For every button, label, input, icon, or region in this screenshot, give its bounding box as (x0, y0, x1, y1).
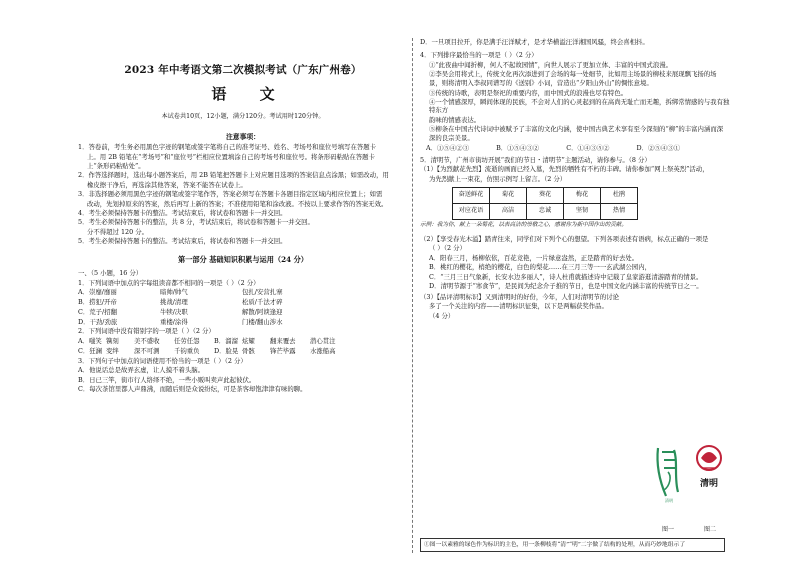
q5-sub3c: （4 分） (429, 311, 455, 320)
note-line: 改动，先划掉原来的答案，然后再写上新的答案；不准使用铅笔和涂改液。不按以上要求作答的答案无效。 (87, 199, 388, 208)
q2-word: 镌刻 (106, 336, 119, 345)
q5-sub2-option: D．清明节源于“寒食节”，是民间为纪念介子推的节日，也是中国文化内涵丰富的传统节日之一。 (429, 281, 703, 290)
q1-option: A．崇靡/靡丽 (78, 288, 117, 297)
right-column (420, 38, 730, 533)
q4-sentence: ⑤柳条在中国古代诗词中被赋予了丰富的文化内涵，使中国古典艺术享有至今深刻的“柳”的丰富内涵而深 (429, 125, 724, 133)
table-row (453, 187, 638, 203)
q1-option: 解散/阿谀逢迎 (242, 307, 283, 316)
table-cell: 忠诚 (527, 203, 564, 219)
q3-option: A．他说话总是故弄玄虚，让人摸不着头脑。 (78, 366, 205, 375)
figure-1-caption: 图一 (662, 526, 675, 533)
table-cell: 奋送鲜花 (453, 187, 490, 203)
exam-title: 2023 年中考语文第二次模拟考试（广东广州卷） (124, 64, 362, 76)
answer-note-box: ①图一以素雅的绿色作为标识的主色，用一条柳枝将“清”“明”二字做了结构的处理，从而巧妙地组示了 (420, 538, 725, 552)
column-divider (412, 38, 413, 553)
table-cell: 高洁 (490, 203, 527, 219)
table-cell: 梅花 (564, 187, 601, 203)
svg-text:清明: 清明 (665, 498, 673, 503)
q2-word: 骨骸 (242, 346, 255, 355)
qingming-emblem-2 (692, 440, 726, 502)
q2-word: 变绊 (106, 346, 119, 355)
q1-option: 重楼/涂得 (160, 317, 188, 326)
q2-word: C．狂澜 (78, 346, 103, 355)
handwritten-example: 示例：我为你，献上一朵菊花，以表高洁的崇敬之心，感谢你为新中国作出的贡献。 (420, 221, 627, 228)
q2-word: 潜心贯注 (310, 336, 336, 345)
note-line: 分不得超过 120 分。 (87, 227, 148, 236)
note-line: 上。用 2B 铅笔在“考场号”和“座位号”栏相应位置填涂自己的考场号和座位号。将条形码粘贴在答题卡 (87, 152, 375, 161)
q4-option: B．①⑤④③② (496, 143, 540, 152)
q2-word: 翻来覆去 (270, 336, 296, 345)
q4-options (420, 144, 730, 152)
q1-option: 包扎/安营扎寨 (242, 288, 283, 297)
q4-sentence: 韵味的情感表达。 (429, 115, 481, 124)
emblem-figures (648, 440, 728, 540)
question-2-stem: 2．下列词语中没有错别字的一项是（ ）（2 分） (78, 327, 215, 336)
q1-option: D．干劲/劲旅 (78, 317, 118, 326)
question-1-stem: 1．下列词语中加点的字每组读音都不相同的一项是（ ）（2 分） (78, 278, 260, 287)
q1-option: 门楼/翻山涉水 (242, 317, 283, 326)
q2-word: 任劳任怨 (174, 336, 200, 345)
note-line: 1．答卷前，考生务必用黑色字迹的钢笔或签字笔将自己的准考证号、姓名、考场号和座位号填写在答题卡 (78, 143, 377, 152)
table-cell: 热情 (601, 203, 638, 219)
q2-option-row (78, 347, 408, 355)
exam-info: 本试卷共10页，12小题，满分120分。考试用时120分钟。 (161, 112, 325, 120)
q5-sub2: （2）【享受春光木溢】踏青往来，同学们对下列个心的想望。下列各项表述有语病，标点正确的一项是 (420, 235, 709, 244)
part-title: 第一部分 基础知识积累与运用（24 分） (177, 255, 308, 265)
q5-sub2-option: B．桃红的樱花，梢绝的樱花，白色的梨花……在三月三等一一玄武湖公园内， (429, 263, 651, 272)
q1-option: 牛犊/决职 (160, 307, 188, 316)
note-line: 5．考生必须保持答题卡的整洁。考试结束后，将试卷和答题卡一并交回。 (78, 237, 287, 245)
q4-option: C．①④③⑤② (566, 143, 610, 152)
svg-text:清明: 清明 (699, 479, 719, 489)
q5-sub1: （1）【为烈献花先烈】流逝的画面已经入墓，先烈的牺牲有不朽的丰碑。请你参加“网上祭英烈”活动， (420, 165, 709, 174)
left-column (78, 38, 408, 395)
willow-emblem-icon (652, 442, 686, 504)
note-line: 4．考生必须保持答题卡的整洁。考试结束后，将试卷和答题卡一并交回。 (78, 208, 287, 217)
question-5-stem: 5．清明节，广州市街坊开展“我们的节日・清明节”主题活动，请你参与。（8 分） (420, 155, 651, 164)
q2-option-row (78, 337, 408, 345)
q2-word: 深不可测 (134, 346, 160, 355)
q2-word: 美不盛收 (134, 336, 160, 345)
flower-table (452, 187, 638, 220)
swallow-emblem-icon (692, 440, 726, 502)
note-line: 上“条形码粘贴处”。 (87, 162, 145, 170)
table-cell: 杜鹃 (601, 187, 638, 203)
q1-option-row (78, 318, 408, 326)
q4-option: D．②⑤④③① (636, 143, 680, 152)
q5-sub3b: 多了一个关注的内容——清明标识征集，以下是两幅获奖作品。 (429, 302, 608, 311)
q4-sentence: 景，则将清明入李叔同谱写的《送别》小词，营造出“夕阳山外山”的惆怅意境。 (429, 79, 653, 88)
q5-sub2-option: A．阳春三月，杨柳依依，百花竞艳，一片绿意盎然，正是踏青的好去处。 (429, 253, 639, 262)
note-line: 5．考生必须保持答题卡的整洁，共 8 分，考试结束后，将试卷和答题卡一并交回。 (78, 218, 314, 227)
q2-word: 锋芒毕露 (270, 346, 296, 355)
q4-option: A．①⑤④②③ (426, 143, 469, 152)
qingming-emblem-1 (652, 442, 686, 504)
note-line: 3．非选择题必须用黑色字迹的钢笔或签字笔作答，答案必须写在答题卡各题目指定区域内相应位置上；如需 (78, 190, 383, 199)
q2-word: 水涨船高 (310, 346, 336, 355)
section-intro: 一、（5 小题，16 分） (78, 269, 143, 278)
q2-word: 炫耀 (242, 336, 255, 345)
q1-option: 松质/千法才碎 (242, 297, 283, 306)
q5-sub1b: 为先烈献上一束花，仿照示例写上留言。（2 分） (429, 174, 567, 183)
q1-option-row (78, 298, 408, 306)
q3-option: B．日已三竿，街市行人络绎不绝，一些小贩叫卖声此起彼伏。 (78, 375, 256, 384)
note-line: 2．作答选择题时，选出每小题答案后，用 2B 铅笔把答题卡上对应题目选项的答案信息点涂黑；如需改动，用 (78, 171, 389, 180)
q4-sentence: ①“此夜曲中闻折柳，何人不起故园情”，向世人展示了更加立体、丰富的中国式浪漫。 (429, 60, 672, 69)
q1-option: B．捞犯/开帝 (78, 297, 117, 306)
q2-word: 千钧重负 (174, 346, 200, 355)
q4-sentence: ④一个情感深厚，瞬间体现的民族，不会对人们的心灵起到的在高尚无耻亡而无趣，拆绑常情感的与我有独特东方 (429, 98, 730, 115)
q1-option: C．荒子/招翻 (78, 307, 117, 316)
q5-sub3: （3）【品评清明标识】又到清明时的好份，今年，人们对清明节的讨论 (420, 293, 619, 302)
note-line: 橡皮擦干净后，再选涂其他答案，答案不能答在试卷上。 (87, 180, 247, 189)
q2-word: D．脸晃 (214, 346, 239, 355)
q1-option-row (78, 308, 408, 316)
q4-sentence: ③传统的诗歌，表明是祭祀的重要内容，而中国式的浪漫也尽有特色。 (429, 88, 628, 97)
notes-list (78, 143, 408, 245)
table-cell: 菊花 (490, 187, 527, 203)
q5-sub2-option: C．“三月三日气象新，长安水边多丽人”，诗人杜甫就描述诗中记载了皇家游逛清游踏青的情景。 (429, 272, 703, 281)
q2-word: A．嗤笑 (78, 336, 102, 345)
question-3-stem: 3．下列句子中加点的词语使用不恰当的一项是（ ）（2 分） (78, 357, 247, 366)
table-cell: 对应花语 (453, 203, 490, 219)
figure-2-caption: 图二 (704, 526, 717, 533)
notes-title: 注意事项： (226, 132, 260, 141)
q4-sentence: ②李吴会用将式上，传统文化再次添进到了会场的每一处细节，比如用主场景的柳枝来展现飘飞扬的场 (429, 69, 717, 78)
q3-option: C．每次茶馆里都人声鼎沸，而随后则是众说纷纭，可是茶客却饱津津有味的聊。 (78, 385, 307, 394)
table-cell: 葵花 (527, 187, 564, 203)
q3-option-d: D．一旦项目拉开，你是满手汪洋赋才，是才华横溢汪洋湘国风骚，终会喜相抖。 (420, 38, 649, 46)
q2-word: B．溜溜 (214, 336, 238, 345)
q5-sub2b: （ ）（2 分） (429, 244, 466, 253)
q4-sentence: 深的良宗美景。 (429, 134, 474, 143)
table-cell: 坚韧 (564, 203, 601, 219)
table-row (453, 203, 638, 219)
question-4-stem: 4．下列排序最恰当的一项是（ ）（2 分） (420, 51, 538, 60)
q1-option: 暗帅/帅气 (160, 288, 188, 297)
q1-option: 挑战/清理 (160, 297, 188, 306)
subject-title: 语 文 (211, 85, 289, 104)
q1-option-row (78, 288, 408, 296)
